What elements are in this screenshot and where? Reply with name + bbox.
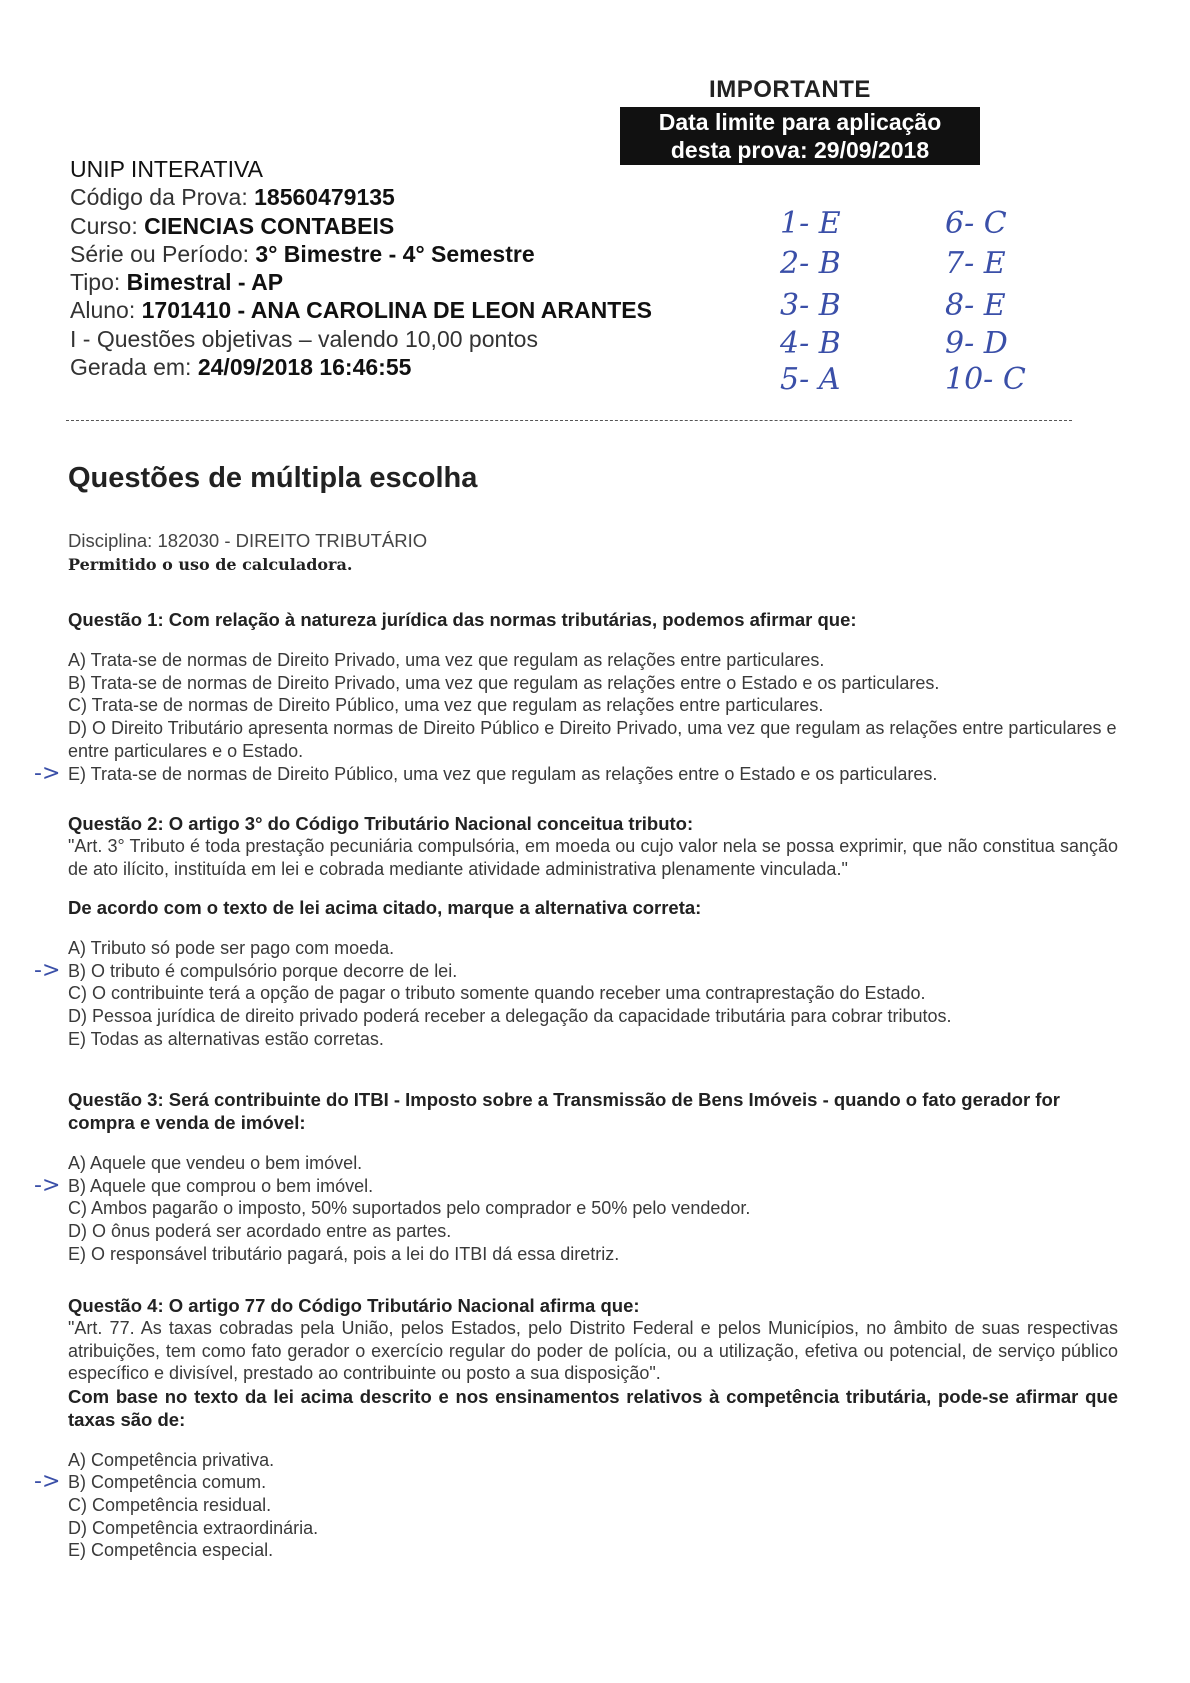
question-3-option-e: E) O responsável tributário pagará, pois a lei do ITBI dá essa diretriz.: [68, 1243, 620, 1264]
deadline-notice: [620, 107, 980, 165]
question-2-option-c: C) O contribuinte terá a opção de pagar o tributo somente quando receber uma contraprestação do Estado.: [68, 983, 926, 1004]
section-title: Questões de múltipla escolha: [68, 462, 478, 494]
student-row: [70, 296, 652, 324]
question-2-option-e: E) Todas as alternativas estão corretas.: [68, 1028, 384, 1049]
period-label: Série ou Período:: [70, 240, 250, 267]
course-value: CIENCIAS CONTABEIS: [144, 212, 395, 239]
question-2: [34, 812, 1118, 1051]
handwritten-answer-6: 6- C: [945, 206, 1007, 241]
important-label: IMPORTANTE: [709, 76, 871, 103]
period-value: 3° Bimestre - 4° Semestre: [255, 240, 535, 267]
question-3-option-b: B) Aquele que comprou o bem imóvel.: [68, 1175, 374, 1196]
exam-header: [70, 155, 652, 381]
question-4-option-a: A) Competência privativa.: [68, 1449, 275, 1470]
question-2-option-a: A) Tributo só pode ser pago com moeda.: [68, 938, 395, 958]
question-3-title: Questão 3: Será contribuinte do ITBI - Imposto sobre a Transmissão de Bens Imóveis - quando o fato gerador for compra e venda de imóvel:: [68, 1089, 1060, 1133]
discipline-label: Disciplina: 182030 - DIREITO TRIBUTÁRIO: [68, 530, 428, 551]
question-3-option-d: D) O ônus poderá ser acordado entre as partes.: [68, 1221, 452, 1242]
question-1-option-a: A) Trata-se de normas de Direito Privado, uma vez que regulam as relações entre particulares.: [68, 650, 825, 670]
handwritten-answer-8: 8- E: [945, 288, 1006, 323]
course-label: Curso:: [70, 212, 138, 239]
question-1-option-b: B) Trata-se de normas de Direito Privado, uma vez que regulam as relações entre o Estado e os particulares.: [68, 672, 940, 693]
question-3-option-c: C) Ambos pagarão o imposto, 50% suportados pelo comprador e 50% pelo vendedor.: [68, 1198, 751, 1219]
question-3-option-a: A) Aquele que vendeu o bem imóvel.: [68, 1153, 363, 1173]
handwritten-answer-10: 10- C: [945, 362, 1026, 397]
handwritten-answer-2: 2- B: [780, 246, 841, 281]
question-1-option-e-row: [34, 760, 1118, 786]
org-name: UNIP INTERATIVA: [70, 156, 263, 182]
generated-label: Gerada em:: [70, 354, 192, 381]
handwritten-answer-3: 3- B: [780, 288, 841, 323]
exam-code-row: [70, 183, 652, 211]
type-label: Tipo:: [70, 269, 121, 296]
period-row: [70, 240, 652, 268]
question-2-subtitle: De acordo com o texto de lei acima citado, marque a alternativa correta:: [68, 897, 702, 918]
question-3-option-b-row: [34, 1172, 1118, 1198]
handwritten-answer-7: 7- E: [945, 246, 1006, 281]
deadline-line-1: Data limite para aplicação: [658, 109, 942, 135]
handwritten-answer-9: 9- D: [945, 326, 1008, 361]
answer-arrow-icon: ->: [34, 760, 61, 786]
question-3: [34, 1088, 1118, 1266]
question-2-title: Questão 2: O artigo 3° do Código Tributário Nacional conceitua tributo:: [68, 813, 694, 834]
handwritten-answer-5: 5- A: [780, 362, 841, 397]
question-2-option-b-row: [34, 957, 1118, 983]
question-2-option-d: D) Pessoa jurídica de direito privado poderá receber a delegação da capacidade tributária para cobrar tributos.: [68, 1006, 952, 1027]
question-4-option-c: C) Competência residual.: [68, 1494, 272, 1515]
question-4: [34, 1294, 1118, 1562]
question-4-option-e: E) Competência especial.: [68, 1540, 274, 1561]
type-row: [70, 268, 652, 296]
student-label: Aluno:: [70, 297, 136, 324]
question-4-option-b: B) Competência comum.: [68, 1472, 267, 1493]
deadline-line-2: desta prova: 29/09/2018: [670, 137, 930, 163]
type-value: Bimestral - AP: [126, 269, 284, 296]
student-value: 1701410 - ANA CAROLINA DE LEON ARANTES: [141, 297, 652, 324]
generated-value: 24/09/2018 16:46:55: [197, 354, 412, 381]
course-row: [70, 212, 652, 240]
question-4-title: Questão 4: O artigo 77 do Código Tributário Nacional afirma que:: [68, 1295, 640, 1316]
question-1: [34, 608, 1118, 786]
answer-arrow-icon: ->: [34, 1469, 61, 1495]
question-4-text: "Art. 77. As taxas cobradas pela União, pelos Estados, pelo Distrito Federal e pelos Municípios, no âmbito de suas respectivas atribuições, tem como fato gerador o exercício regular do poder de polícia, ou a utilização, efetiva ou potencial, de serviço público específico e divisível, prestado ao contribuinte ou posto a sua disposição".: [68, 1318, 1118, 1383]
question-1-option-d: D) O Direito Tributário apresenta normas de Direito Público e Direito Privado, uma vez que regulam as relações entre particulares e entre particulares e o Estado.: [68, 718, 1117, 761]
question-1-title: Questão 1: Com relação à natureza jurídica das normas tributárias, podemos afirmar que:: [68, 609, 857, 630]
answer-arrow-icon: ->: [34, 957, 61, 983]
section-points-row: I - Questões objetivas – valendo 10,00 pontos: [70, 325, 538, 352]
question-4-subtitle: Com base no texto da lei acima descrito e nos ensinamentos relativos à competência tributária, pode-se afirmar que taxas são de:: [68, 1385, 1118, 1430]
question-1-option-e: E) Trata-se de normas de Direito Público, uma vez que regulam as relações entre o Estado e os particulares.: [68, 763, 938, 784]
dashed-divider: [66, 420, 1072, 421]
generated-row: [70, 353, 652, 381]
exam-code-value: 18560479135: [254, 184, 395, 211]
question-2-text: "Art. 3° Tributo é toda prestação pecuniária compulsória, em moeda ou cujo valor nela se possa exprimir, que não constitua sanção de ato ilícito, instituída em lei e cobrada mediante atividade administrativa plenamente vinculada.": [68, 836, 1118, 879]
question-2-option-b: B) O tributo é compulsório porque decorre de lei.: [68, 960, 458, 981]
calculator-note: Permitido o uso de calculadora.: [68, 555, 353, 574]
exam-code-label: Código da Prova:: [70, 184, 248, 211]
answer-arrow-icon: ->: [34, 1172, 61, 1198]
handwritten-answer-4: 4- B: [780, 326, 841, 361]
handwritten-answer-1: 1- E: [780, 206, 841, 241]
question-4-option-b-row: [34, 1469, 1118, 1495]
question-1-option-c: C) Trata-se de normas de Direito Público, uma vez que regulam as relações entre particulares.: [68, 695, 824, 716]
question-4-option-d: D) Competência extraordinária.: [68, 1517, 319, 1538]
